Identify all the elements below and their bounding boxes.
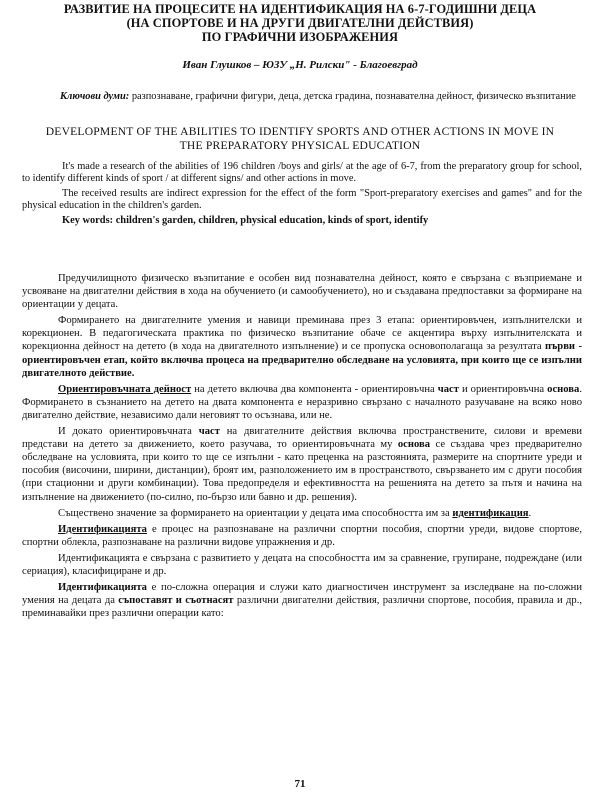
title-line-1: РАЗВИТИЕ НА ПРОЦЕСИТЕ НА ИДЕНТИФИКАЦИЯ НА 6-7-ГОДИШНИ ДЕЦА [63,2,537,16]
body-p8-text-1: е по-сложна операция и служи като диагностичен инструмент за изследване на по-сложни умения на децата да [22,582,582,607]
body-p4-bold-1: част [198,426,220,438]
body-p4-text-2: на двигателните действия включва пространствените, силови и времеви представи на детето за движението, което разучава, то ориентировъчната му [22,426,582,451]
keywords-bg-text: разпознаване, графични фигури, деца, детска градина, познавателна дейност, физическо възпитание [129,91,576,102]
body-p8-text-2: различни двигателни действия, различни спортове, пособия, правила и др., преминавайки през различни операции като: [22,595,582,620]
body-p8-bold: съпоставят и съотнасят [118,595,234,607]
body-p4-text-3: се създава чрез предварително обследване на условията, при които то ще се изпълни - като преценка на разстоянията, размерите на спортните уреди и пособия (височини, ширини, дистанции), броят им, разположението им в пространството, свързването им с други пособия (при стационни и други комбинации). Това предопределя и ефективността на решенията на детето за пътя и начина на изпълнение на движението (по-силно, по-бързо или бавно и др. решения). [22,439,582,503]
body-p3-text-1: на детето включва два компонента - ориентировъчна [191,383,438,395]
body-p5-text: Съществено значение за формирането на ориентации у децата има способността им за [58,507,453,519]
body-p3-bold-2: основа [547,383,580,395]
body-text [22,272,582,623]
body-p3-text-2: и ориентировъчна [458,383,548,395]
body-p4-text-1: И докато ориентировъчната [58,426,199,438]
english-abstract [22,161,582,229]
body-paragraph-4 [22,425,582,504]
author-line: Иван Глушков – ЮЗУ „Н. Рилски" - Благоевград [182,59,418,71]
keywords-bg-label: Ключови думи: [60,91,130,102]
body-paragraph-5 [22,507,582,520]
body-paragraph-6 [22,523,582,549]
body-p3-text-3: . Формирането в съзнанието на детето на двата компонента е неразривно свързано с началното разучаване на всяко ново двигателно действие, независимо дали неговият то осъзнава, или не. [22,383,582,421]
body-p4-bold-2: основа [397,439,431,451]
en-title-line-2: THE PREPARATORY PHYSICAL EDUCATION [179,139,421,152]
body-p8-term: Идентификацията [58,582,147,594]
body-p5-end: . [528,507,532,519]
body-p3-term: Ориентировъчната дейност [58,383,192,395]
en-title-line-1: DEVELOPMENT OF THE ABILITIES TO IDENTIFY SPORTS AND OTHER ACTIONS IN MOVE IN [45,125,555,138]
body-paragraph-3 [22,383,582,422]
english-title [20,125,580,153]
body-p2-text: Формирането на двигателните умения и навици преминава през 3 етапа: ориентировъчен, изпълнителски и корекционен. В педагогическата практика по физическо възпитание обаче се акцентира върху изпълнителската и корекционна дейност на детето (в хода на двигателното изпълнение) и се пропуска основополагаща за резултата [22,315,582,353]
title-line-2: (НА СПОРТОВЕ И НА ДРУГИ ДВИГАТЕЛНИ ДЕЙСТВИЯ) [126,16,474,30]
body-p6-term: Идентификацията [58,523,147,535]
paper-title [20,2,580,44]
body-p2-bold: първи - ориентировъчен етап, който включва процеса на предварително обследване на условията, при които ще се изпълни двигателното действие. [22,341,582,379]
en-keywords [22,215,582,227]
body-p6-text: е процес на разпознаване на различни спортни пособия, спортни уреди, видове спортове, спортни облекла, разпознаване на различни видове упражнения и др. [22,523,582,548]
en-abstract-p2: The received results are indirect expression for the effect of the form "Sport-preparatory exercises and games" and for the physical education in the children's garden. [22,187,582,212]
page-number: 71 [294,778,306,790]
body-p3-bold-1: част [437,383,459,395]
body-paragraph-1: Предучилищното физическо възпитание е особен вид познавателна дейност, която е свързана с възприемане и усвояване на двигателни действия в хода на обучението (и самообучението), но и създавана предпоставки за формиране на ориентации у децата. [22,273,582,311]
en-keywords-label: Key words: [62,214,114,226]
keywords-bg [22,90,582,103]
body-paragraph-8 [22,581,582,620]
en-keywords-text: children's garden, children, physical education, kinds of sport, identify [113,214,429,226]
title-line-3: ПО ГРАФИЧНИ ИЗОБРАЖЕНИЯ [201,30,399,44]
body-p5-term: идентификация [452,507,529,519]
body-paragraph-2 [22,314,582,379]
body-paragraph-7: Идентификацията е свързана с развитието у децата на способността им за сравнение, групиране, подреждане (или сериация), класифициране и др. [22,552,582,577]
en-abstract-p1: It's made a research of the abilities of 196 children /boys and girls/ at the age of 6-7, from the preparatory group for school, to identify different kinds of sport / at different signs/ and other actions in move. [22,161,582,185]
